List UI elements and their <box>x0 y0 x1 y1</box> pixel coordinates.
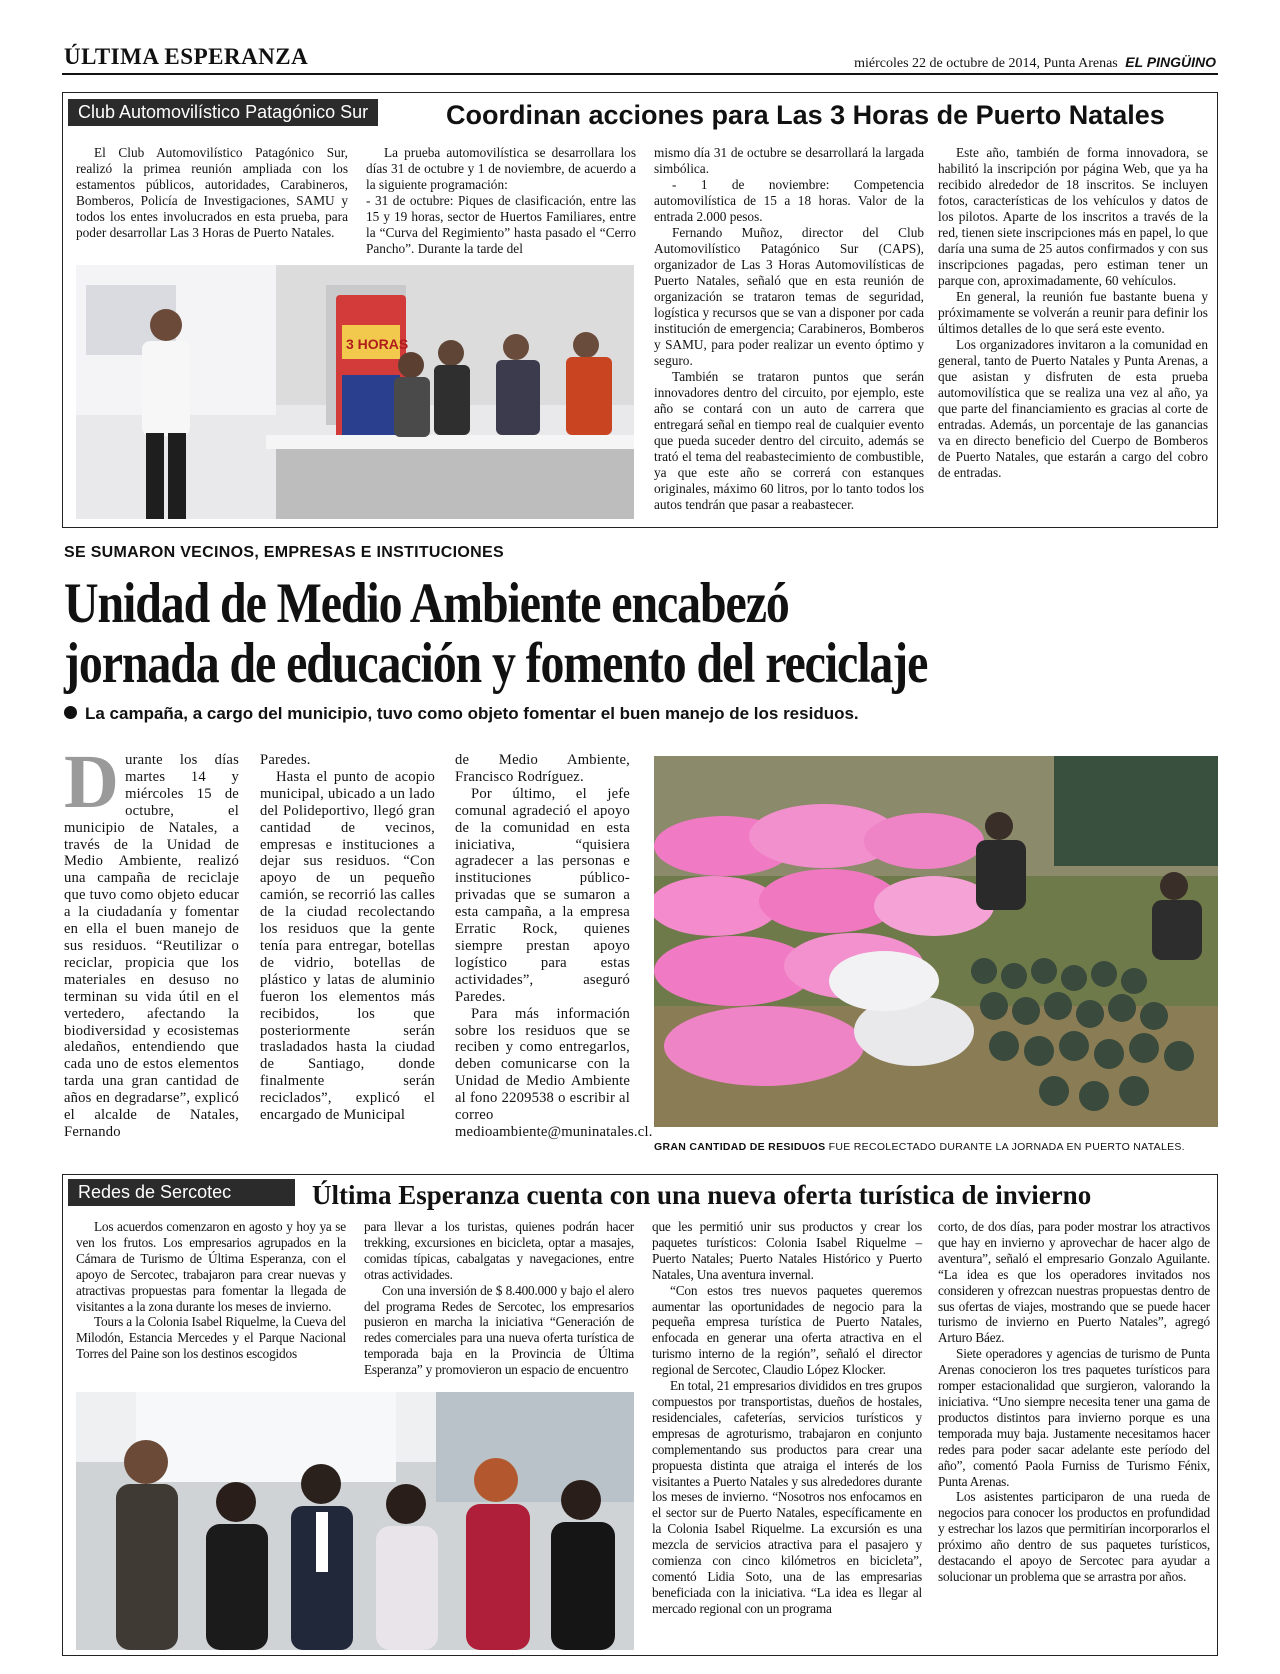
paragraph: Con una inversión de $ 8.400.000 y bajo el alero del programa Redes de Sercotec, los empresarios pusieron en marcha la iniciativa “Generación de redes comerciales para una nueva oferta turística de temporada baja en la Provincia de Última Esperanza” y promovieron un espacio de encuentro <box>364 1282 634 1378</box>
paragraph: En total, 21 empresarios divididos en tres grupos compuestos por transportistas, dueños de hostales, residenciales, cafeterías, servicios turísticos y empresas de agroturismo, trabajaron en conjunto complementando sus productos para crear una propuesta distinta que atraiga el interés de los visitantes a Puerto Natales y sus alrededores durante los meses de invierno. “Nosotros nos enfocamos en el sector sur de Puerto Natales, específicamente en la Colonia Isabel Riquelme. La excursión es una mezcla de servicios atractiva para el pasajero y comienza con cinco kilómetros en bicicleta”, comentó Lidia Soto, una de las empresarias beneficiada con la iniciativa. “La idea es llegar al mercado regional con un programa <box>652 1378 922 1616</box>
recycling-photo <box>654 756 1218 1127</box>
paragraph: Tours a la Colonia Isabel Riquelme, la Cueva del Milodón, Estancia Mercedes y el Parque Nacional Torres del Paine son los destinos escogidos <box>76 1314 346 1362</box>
paragraph: de Medio Ambiente, Francisco Rodríguez. <box>455 752 630 785</box>
caption-text: FUE RECOLECTADO DURANTE LA JORNADA EN PUERTO NATALES. <box>828 1141 1185 1153</box>
paragraph: que les permitió unir sus productos y crear los paquetes turísticos: Colonia Isabel Riquelme – Puerto Natales; Puerto Natales Histórico y Puerto Natales, Una aventura invernal. <box>652 1219 922 1282</box>
paragraph: La prueba automovilística se desarrollara los días 31 de octubre y 1 de noviembre, de acuerdo a la siguiente programación: <box>366 145 636 192</box>
article-recycling-summary <box>64 704 859 724</box>
article-tourism-col2 <box>364 1219 634 1378</box>
date-line <box>854 54 1216 72</box>
article-rally-col1 <box>76 145 348 241</box>
bullet-icon <box>64 706 77 719</box>
article-rally-headline: Coordinan acciones para Las 3 Horas de Puerto Natales <box>446 100 1165 130</box>
paragraph: En general, la reunión fue bastante buena y próximamente se volverán a reunir para definir los últimos detalles de lo que será este evento. <box>938 289 1208 336</box>
paragraph: Los acuerdos comenzaron en agosto y hoy ya se ven los frutos. Los empresarios agrupados en la Cámara de Turismo de Última Esperanza, con el apoyo de Sercotec, trabajaron para crear nuevas y atractivas propuestas para fomentar la llegada de visitantes a la zona durante los meses de invierno. <box>76 1219 346 1314</box>
recycling-photo-caption <box>654 1141 1185 1153</box>
paragraph: Por último, el jefe comunal agradeció el apoyo de la comunidad en esta iniciativa, “quisiera agradecer a las personas e instituciones público-privadas que se sumaron a esta campaña, a la empresa Erratic Rock, quienes siempre prestan apoyo logístico para estas actividades”, aseguró Paredes. <box>455 785 630 1005</box>
paragraph: También se trataron puntos que serán innovadores dentro del circuito, por ejemplo, este año se contará con un auto de carrera que entregará señal en tiempo real de cualquier evento que pueda suceder dentro del circuito, además se trató el tema del reabastecimiento de combustible, ya que este año se correrá con estanques originales, máximo 60 litros, por lo tanto todos los autos tendrán que pasar a reabastecer. <box>654 369 924 512</box>
headline-line-1: Unidad de Medio Ambiente encabezó <box>64 572 789 635</box>
dropcap: D <box>64 740 120 824</box>
paragraph: - 31 de octubre: Piques de clasificación, entre las 15 y 19 horas, sector de Huertos Familiares, entre la “Curva del Regimiento” hasta pasado el “Cerro Pancho”. Durante la tarde del <box>366 193 636 256</box>
article-recycling-col1 <box>64 740 239 1141</box>
article-tourism-col1 <box>76 1219 346 1362</box>
article-recycling-col3 <box>455 752 653 1141</box>
caption-bold: GRAN CANTIDAD DE RESIDUOS <box>654 1141 826 1153</box>
header-rule <box>62 73 1218 75</box>
issue-date: miércoles 22 de octubre de 2014, Punta Arenas <box>854 56 1118 71</box>
paragraph: urante los días martes 14 y miércoles 15 de octubre, el municipio de Natales, a través de la Unidad de Medio Ambiente, realizó una campaña de reciclaje que tuvo como objeto educar a la ciudadanía y fomentar en ella el buen manejo de sus residuos. “Reutilizar o reciclar, propicia que los materiales en desuso no terminan su vida útil en el vertedero, afectando la biodiversidad y ecosistemas aledaños, entendiendo que cada uno de estos elementos tarda una gran cantidad de años en degradarse”, explicó el alcalde de Natales, Fernando <box>64 752 239 1140</box>
article-rally-col4 <box>938 145 1208 481</box>
article-tourism-col3 <box>652 1219 922 1617</box>
rally-meeting-illustration <box>76 265 634 519</box>
paragraph: Paredes. <box>260 752 311 768</box>
paragraph: - 1 de noviembre: Competencia automovilística de 15 a 18 horas. Valor de la entrada 2.000 pesos. <box>654 177 924 224</box>
article-recycling-headline <box>64 574 1038 694</box>
recycling-illustration <box>654 756 1218 1127</box>
rally-meeting-photo <box>76 265 634 519</box>
article-recycling-col2 <box>260 752 435 1124</box>
article-rally-col3 <box>654 145 924 513</box>
paragraph: Para más información sobre los residuos que se reciben y como entregarlos, deben comunicarse con la Unidad de Medio Ambiente al fono 2209538 o escribir al correo medioambiente@muninatales.cl. <box>455 1005 653 1140</box>
banner-text: 3 HORAS <box>346 336 409 352</box>
paragraph: Los organizadores invitaron a la comunidad en general, tanto de Puerto Natales y Punta Arenas, a que asistan y disfruten de esta prueba automovilística que se realiza una vez al año, ya que parte del financiamiento es gracias al corte de entradas. Además, un porcentaje de las ganancias va en directo beneficio del Cuerpo de Bomberos de Puerto Natales, que estarán a cargo del cobro de entradas. <box>938 337 1208 480</box>
paragraph: Este año, también de forma innovadora, se habilitó la inscripción por página Web, que ya ha recibido alrededor de 18 inscritos. Se incluyen fotos, características de los vehículos y datos de los pilotos. Aparte de los inscritos a través de la red, tienen siete inscripciones más en papel, lo que daría una suma de 25 autos confirmados y con sus inscripciones pagadas, pero estiman tener un parque con, aproximadamente, 60 vehículos. <box>938 145 1208 288</box>
paragraph: Fernando Muñoz, director del Club Automovilístico Patagónico Sur (CAPS), organizador de Las 3 Horas Automovilísticas de Puerto Natales, señaló que en esta reunión de organización se trataron temas de seguridad, logística y recursos que se van a disponer por cada institución de emergencia; Carabineros, Bomberos y SAMU, para poder realizar un evento óptimo y seguro. <box>654 225 924 368</box>
paragraph: Los asistentes participaron de una rueda de negocios para conocer los productos en profundidad y estrechar los lazos que permitirían incorporarlos el próximo año dentro de sus paquetes turísticos, destacando el apoyo de Sercotec para ayudar a solucionar un problema que se arrastra por años. <box>938 1489 1210 1584</box>
article-rally-col2 <box>366 145 636 257</box>
article-rally-tag: Club Automovilístico Patagónico Sur <box>68 99 378 126</box>
headline-line-2: jornada de educación y fomento del reciclaje <box>64 632 928 695</box>
publication-logo: EL PINGÜINO <box>1125 54 1216 70</box>
summary-text: La campaña, a cargo del municipio, tuvo como objeto fomentar el buen manejo de los residuos. <box>85 704 859 723</box>
paragraph: corto, de dos días, para poder mostrar los atractivos que hay en invierno y aprovechar de hacer algo de aventura”, señaló el empresario Gonzalo Aguilante. “La idea es que los operadores invitados nos consideren y ofrezcan nuestras propuestas dentro de sus ofertas de viajes, mostrando que se puede hacer turismo de invierno en Puerto Natales”, agregó Arturo Báez. <box>938 1219 1210 1346</box>
paragraph: mismo día 31 de octubre se desarrollará la largada simbólica. <box>654 145 924 176</box>
tourism-group-photo <box>76 1392 634 1650</box>
article-tourism-tag: Redes de Sercotec <box>68 1179 295 1206</box>
article-recycling-kicker: SE SUMARON VECINOS, EMPRESAS E INSTITUCIONES <box>64 544 504 561</box>
paragraph: Hasta el punto de acopio municipal, ubicado a un lado del Polideportivo, llegó gran cantidad de vecinos, empresas e instituciones a dejar sus residuos. “Con apoyo de un pequeño camión, se recorrió las calles de la ciudad recolectando los residuos que la gente tenía para entregar, botellas de vidrio, botellas de plástico y latas de aluminio fueron los elementos más recibidos, los que posteriormente serán trasladados hasta la ciudad de Santiago, donde finalmente serán reciclados”, explicó el encargado de Municipal <box>260 768 435 1124</box>
paragraph: Siete operadores y agencias de turismo de Punta Arenas conocieron los tres paquetes turísticos para romper estacionalidad que surgieron, valorando la iniciativa. “Uno siempre necesita tener una gama de productos distintos para invierno porque es una temporada muy baja. Justamente necesitamos hacer redes para poder sacar adelante este período del año”, comentó Paola Furniss de Turismo Fénix, Punta Arenas. <box>938 1346 1210 1489</box>
paragraph: para llevar a los turistas, quienes podrán hacer trekking, excursiones en bicicleta, optar a masajes, comidas típicas, cabalgatas y navegaciones, entre otras actividades. <box>364 1219 634 1282</box>
article-tourism-headline: Última Esperanza cuenta con una nueva oferta turística de invierno <box>312 1180 1092 1210</box>
paragraph: “Con estos tres nuevos paquetes queremos aumentar las oportunidades de negocio para la pequeña empresa turística de Puerto Natales, enfocada en generar una oferta atractiva en el turismo interno de la región”, señaló el director regional de Sercotec, Claudio López Klocker. <box>652 1282 922 1378</box>
article-tourism-col4 <box>938 1219 1210 1585</box>
paragraph: El Club Automovilístico Patagónico Sur, realizó la primea reunión ampliada con los estamentos públicos, autoridades, Carabineros, Bomberos, Policía de Investigaciones, SAMU y todos los entes involucrados en esta prueba, para poder desarrollar Las 3 Horas de Puerto Natales. <box>76 145 348 240</box>
tourism-group-illustration <box>76 1392 634 1650</box>
section-title: ÚLTIMA ESPERANZA <box>64 44 309 69</box>
